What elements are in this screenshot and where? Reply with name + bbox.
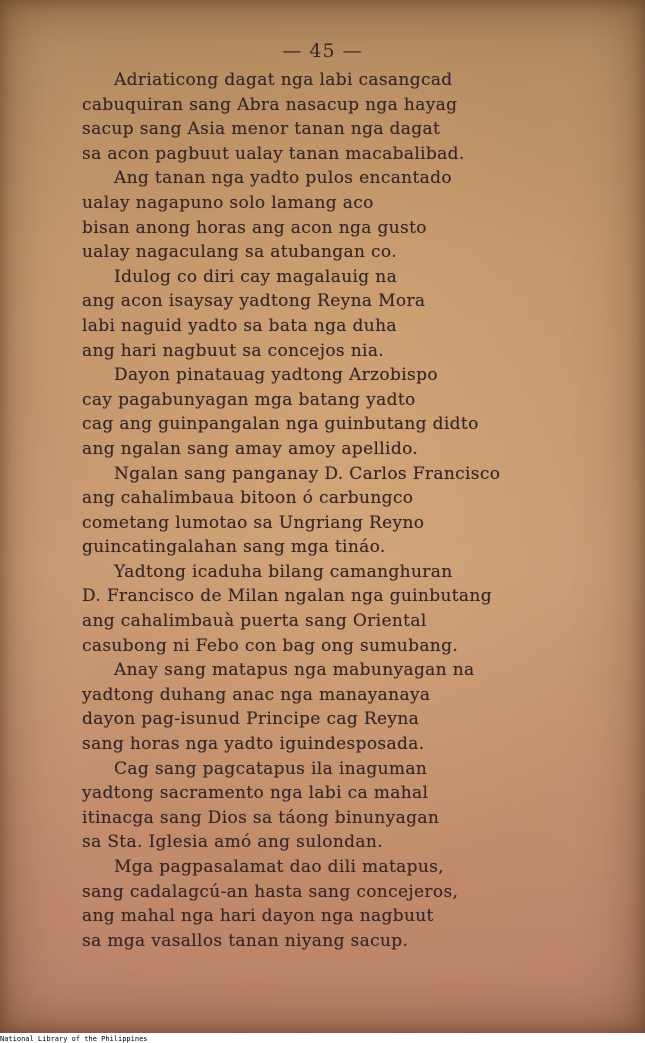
stanza-7 — [82, 658, 582, 756]
poem-line: sacup sang Asia menor tanan nga dagat — [82, 119, 441, 140]
poem-line: ang cahalimbaua bitoon ó carbungco — [82, 488, 414, 509]
poem-line: Ngalan sang panganay D. Carlos Francisco — [114, 463, 501, 484]
poem-line: labi naguid yadto sa bata nga duha — [82, 315, 397, 336]
poem-line: Adriaticong dagat nga labi casangcad — [114, 70, 453, 90]
poem-line: ualay nagapuno solo lamang aco — [82, 192, 374, 213]
poem-line: Anay sang matapus nga mabunyagan na — [114, 660, 475, 681]
poem-line: ualay nagaculang sa atubangan co. — [82, 242, 397, 263]
stanza-2 — [82, 166, 582, 264]
poem-line: sa mga vasallos tanan niyang sacup. — [82, 930, 409, 951]
poem-line: ang mahal nga hari dayon nga nagbuut — [82, 906, 434, 927]
poem-line: Ang tanan nga yadto pulos encantado — [114, 168, 452, 189]
poem-line: cag ang guinpangalan nga guinbutang didto — [82, 414, 479, 435]
stanza-3 — [82, 265, 582, 363]
poem-line: sa acon pagbuut ualay tanan macabalibad. — [82, 143, 465, 164]
poem-line: yadtong duhang anac nga manayanaya — [82, 684, 431, 705]
poem-line: ang hari nagbuut sa concejos nia. — [82, 340, 385, 361]
stanza-8 — [82, 757, 582, 855]
stanza-9 — [82, 855, 582, 953]
poem-line: casubong ni Febo con bag ong sumubang. — [82, 635, 459, 656]
page-number: — 45 — — [282, 40, 363, 62]
library-credit: National Library of the Philippines — [0, 1035, 148, 1043]
poem-line: Yadtong icaduha bilang camanghuran — [114, 561, 453, 582]
poem-line: ang acon isaysay yadtong Reyna Mora — [82, 291, 426, 312]
stanza-4 — [82, 363, 582, 461]
stanza-6 — [82, 560, 582, 658]
poem-line: sang cadalagcú-an hasta sang concejeros, — [82, 881, 459, 902]
poem-line: Mga pagpasalamat dao dili matapus, — [114, 857, 445, 877]
poem-line: Dayon pinatauag yadtong Arzobispo — [114, 365, 438, 386]
poem-line: cometang lumotao sa Ungriang Reyno — [82, 512, 425, 533]
poem-line: Cag sang pagcatapus ila inaguman — [114, 758, 428, 779]
poem-line: bisan anong horas ang acon nga gusto — [82, 217, 427, 238]
stanza-5 — [82, 462, 582, 560]
poem-line: sa Sta. Iglesia amó ang sulondan. — [82, 832, 383, 853]
poem-line: cay pagabunyagan mga batang yadto — [82, 389, 416, 410]
poem-line: Idulog co diri cay magalauig na — [114, 266, 398, 287]
poem-body — [82, 68, 582, 953]
poem-line: dayon pag-isunud Principe cag Reyna — [82, 709, 420, 730]
poem-line: yadtong sacramento nga labi ca mahal — [82, 783, 429, 804]
poem-line: D. Francisco de Milan ngalan nga guinbutang — [82, 586, 492, 607]
stanza-1 — [82, 68, 582, 166]
poem-line: guincatingalahan sang mga tináo. — [82, 537, 386, 558]
poem-line: ang cahalimbauà puerta sang Oriental — [82, 611, 427, 632]
poem-line: ang ngalan sang amay amoy apellido. — [82, 438, 419, 459]
poem-line: sang horas nga yadto iguindesposada. — [82, 734, 425, 755]
poem-line: itinacga sang Dios sa táong binunyagan — [82, 807, 440, 828]
poem-line: cabuquiran sang Abra nasacup nga hayag — [82, 94, 458, 115]
